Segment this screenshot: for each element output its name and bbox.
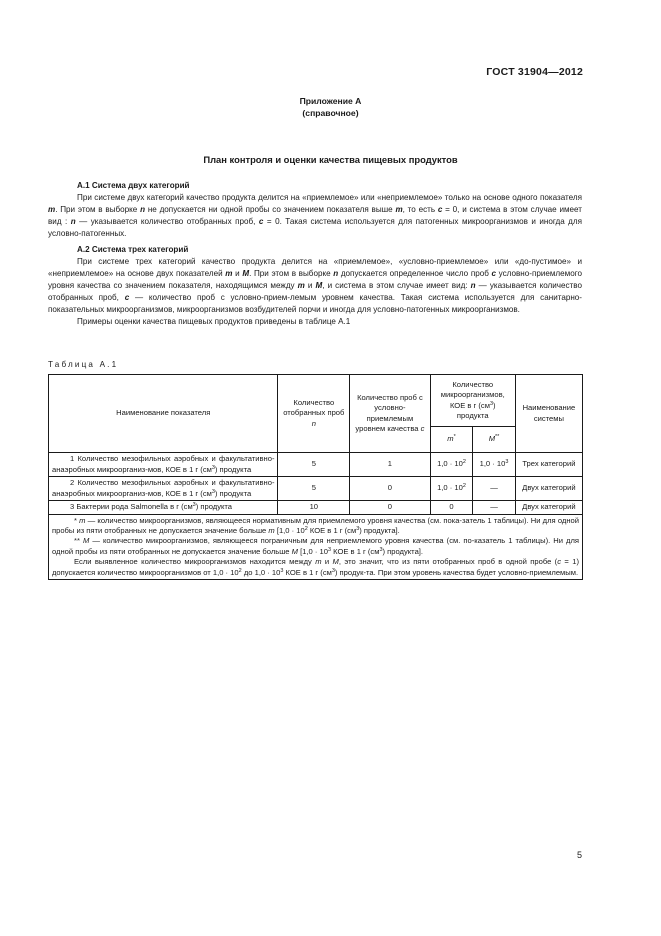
cell-sample-count: 5	[278, 453, 350, 477]
header-system-name: Наименование системы	[515, 375, 582, 453]
note-interpretation: Если выявленное количество микроорганизмов находится между m и M, это значит, что из пяти отобранных проб в одной пробе (c = 1) допускается количество микроорганизмов от $1,0 \cdot 10^2$ до $1,0 \cdot 10^3$ КОЕ в 1 г $(см^3)$ продук-та. При этом уровень качества будет условно-приемлемым.	[52, 557, 579, 577]
table-row	[49, 453, 583, 477]
cell-sample-count: 10	[278, 501, 350, 515]
table-header-row	[49, 375, 583, 427]
document-title: План контроля и оценки качества пищевых продуктов	[203, 154, 458, 165]
cell-system: Двух категорий	[515, 477, 582, 501]
quality-table	[48, 374, 583, 580]
appendix-heading	[0, 95, 661, 119]
cell-M: —	[473, 501, 516, 515]
table-label: Таблица А.1	[48, 360, 119, 369]
header-conditional-count: Количество проб с условно-приемлемым уровнем качества c	[350, 375, 431, 453]
cell-m: $1,0 \cdot 10^2$	[430, 477, 473, 501]
note-M: ** M — количество микроорганизмов, являющееся пограничным для неприемлемого уровня качества (см. по-казатель 1 таблицы). Ни для одной пробы из пяти отобранных не допускается значение больше M [$1,0 \cdot 10^3$ КОЕ в 1 г $(см^3)$ продукта].	[52, 536, 579, 556]
header-sample-count: Количество отобранных проб n	[278, 375, 350, 453]
cell-system: Трех категорий	[515, 453, 582, 477]
appendix-note: (справочное)	[302, 108, 359, 118]
page-number: 5	[576, 850, 582, 860]
cell-M: $1,0 \cdot 10^3$	[473, 453, 516, 477]
cell-conditional-count: 0	[350, 501, 431, 515]
section-two-category	[48, 180, 582, 240]
cell-m: $1,0 \cdot 10^2$	[430, 453, 473, 477]
cell-indicator: 2 Количество мезофильных аэробных и факультативно-анаэробных микроорганиз-мов, КОЕ в 1 г $(см^3)$ продукта	[49, 477, 278, 501]
section-three-category	[48, 244, 582, 328]
header-microorganisms: Количество микроорганизмов, КОЕ в г $(см^3)$ продукта	[430, 375, 515, 427]
cell-indicator: 3 Бактерии рода Salmonella в г $(см^3)$ продукта	[49, 501, 278, 515]
table-notes	[49, 514, 583, 579]
table-row	[49, 477, 583, 501]
cell-sample-count: 5	[278, 477, 350, 501]
cell-system: Двух категорий	[515, 501, 582, 515]
standard-code: ГОСТ 31904—2012	[486, 66, 583, 78]
header-M: M**	[473, 427, 516, 453]
cell-conditional-count: 0	[350, 477, 431, 501]
paragraph: При системе трех категорий качество продукта делится на «приемлемое», «условно-приемлемое» или «до-пустимое» и «неприемлемое» на основе двух показателей m и M. При этом в выборке n допускается определенное число проб c условно-приемлемого уровня качества со значением показателя, находящимся между m и M, и система в этом случае имеет вид: n — указывается количество отобранных проб, c — количество проб с условно-прием-лемым уровнем качества. Такая система используется для санитарно-показательных микроорганизмов, микроорганизмов возбудителей порчи и иногда для условно-патогенных микроорганизмов.	[48, 257, 582, 314]
cell-m: 0	[430, 501, 473, 515]
table-row	[49, 501, 583, 515]
appendix-title: Приложение А	[299, 96, 362, 106]
header-indicator-name: Наименование показателя	[49, 375, 278, 453]
table-notes-row	[49, 514, 583, 579]
paragraph: При системе двух категорий качество продукта делится на «приемлемое» или «неприемлемое» только на основе одного показателя m. При этом в выборке n не допускается ни одной пробы со значением показателя выше m, то есть c = 0, и система в этом случае имеет вид : n — указывается количество отобранных проб, c = 0. Такая система используется для патогенных микроорганизмов и иногда для условно-патогенных.	[48, 193, 582, 238]
section-heading: А.1 Система двух категорий	[77, 181, 190, 190]
section-heading: А.2 Система трех категорий	[77, 245, 189, 254]
header-m: m*	[430, 427, 473, 453]
note-m: * m — количество микроорганизмов, являющееся нормативным для приемлемого уровня качества (см. пока-затель 1 таблицы). Ни для одной пробы из пяти отобранных не допускается значение больше m [$1,0 \cdot 10^2$ КОЕ в 1 г $(см^3)$ продукта].	[52, 515, 579, 535]
cell-indicator: 1 Количество мезофильных аэробных и факультативно-анаэробных микроорганиз-мов, КОЕ в 1 г $(см^3)$ продукта	[49, 453, 278, 477]
cell-M: —	[473, 477, 516, 501]
cell-conditional-count: 1	[350, 453, 431, 477]
paragraph: Примеры оценки качества пищевых продуктов приведены в таблице А.1	[77, 317, 351, 326]
